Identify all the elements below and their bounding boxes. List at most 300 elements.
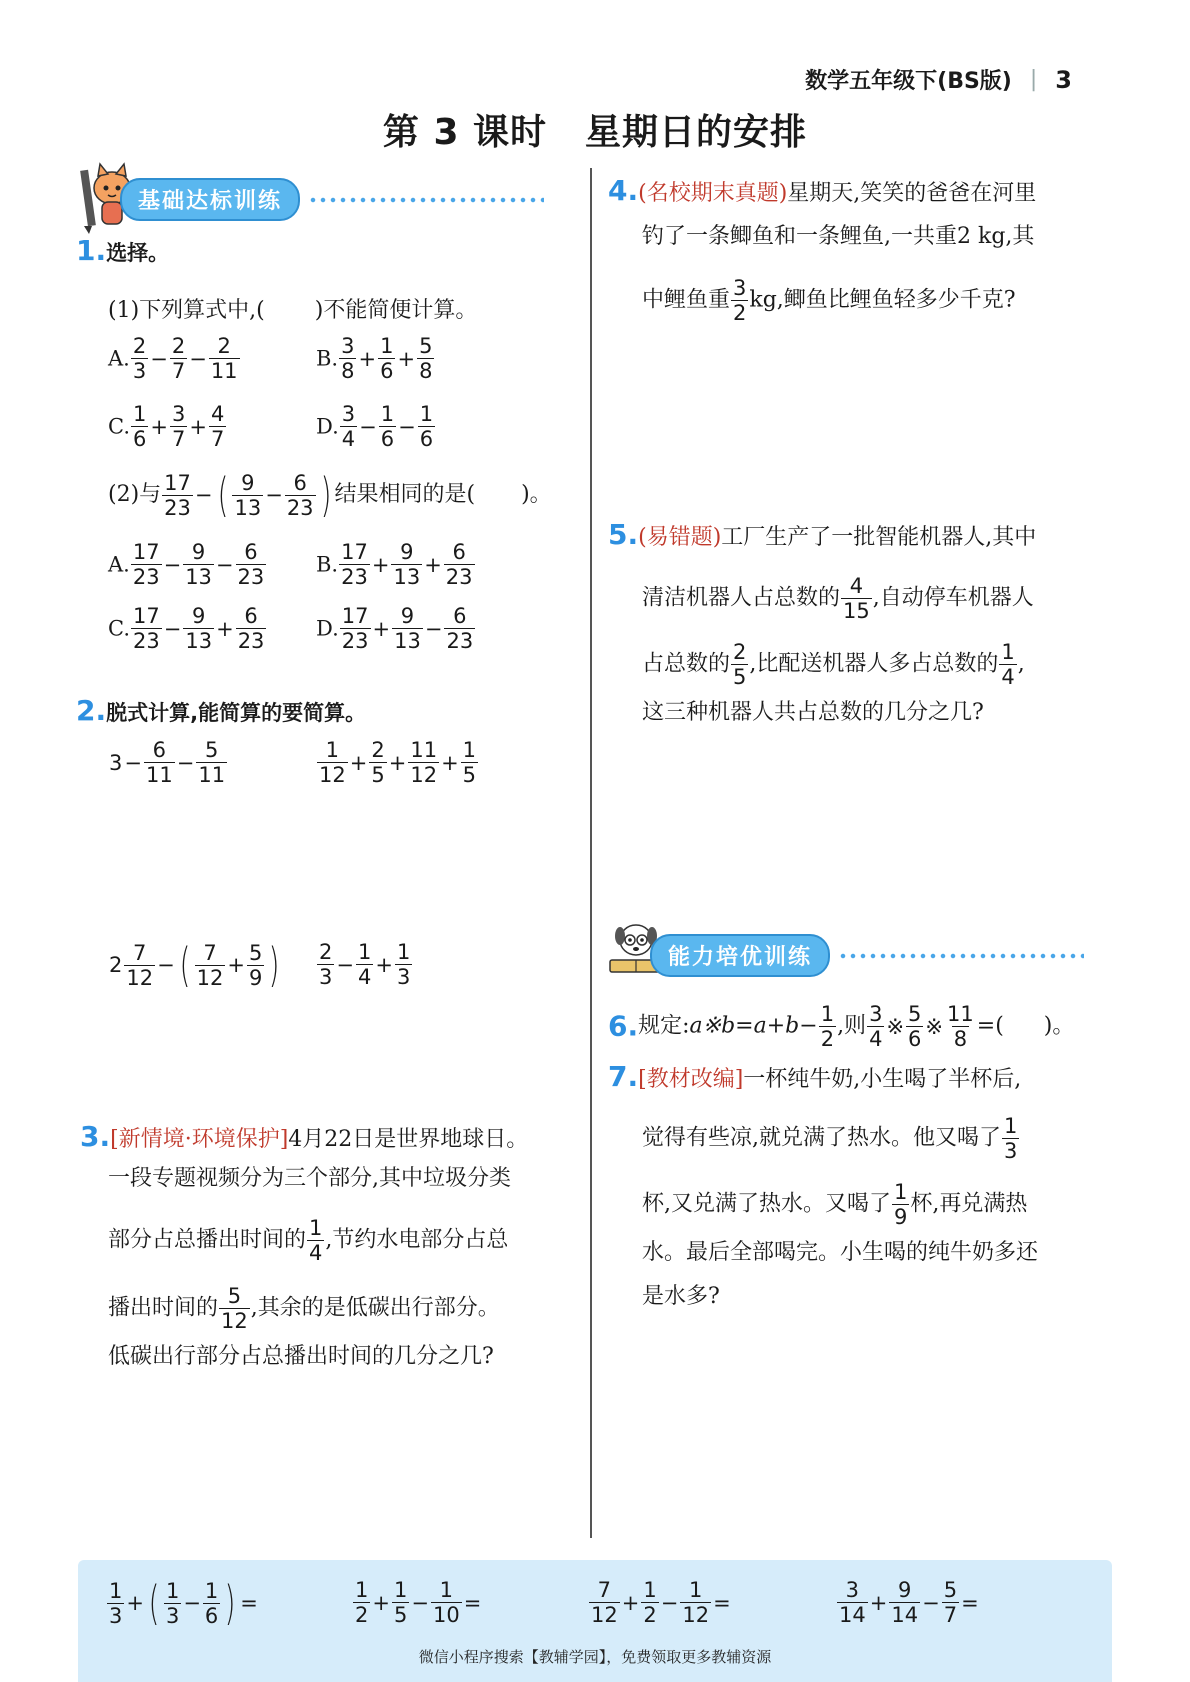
q7-text-3b: 杯,再兑满热 <box>910 1191 1028 1217</box>
operator: + <box>397 346 416 371</box>
numerator: 1 <box>396 940 411 964</box>
q3-line-1 <box>80 1122 528 1155</box>
denominator: 12 <box>319 763 346 787</box>
right-paren: ) <box>320 468 331 522</box>
q7-line-1 <box>608 1062 1021 1095</box>
q1-p2-stem-a: (2)与 <box>108 482 162 507</box>
q6-text-d: )。 <box>1043 1013 1075 1039</box>
numerator: 1 <box>643 1578 657 1602</box>
q5-line-2 <box>642 574 1034 623</box>
q1-p2-option-c[interactable] <box>108 604 267 653</box>
q4-line-2: 钓了一条鲫鱼和一条鲤鱼,一共重2 kg,其 <box>642 224 1035 249</box>
numerator: 2 <box>217 334 231 358</box>
numerator: 4 <box>210 402 225 426</box>
denominator: 9 <box>249 965 263 990</box>
fraction <box>170 402 187 451</box>
q3-text-3b: ,节约水电部分占总 <box>325 1227 509 1253</box>
fraction <box>285 471 316 520</box>
q3-text-1: 4月22日是世界地球日。 <box>288 1127 529 1152</box>
q2-expression-1 <box>108 738 228 787</box>
q7-line-2 <box>642 1114 1020 1163</box>
fraction <box>317 940 334 989</box>
operator: = <box>463 1590 482 1615</box>
fraction <box>209 402 226 451</box>
fraction <box>339 540 370 589</box>
denominator: 23 <box>164 495 191 520</box>
footer-expression-3 <box>588 1578 732 1627</box>
fraction <box>164 1579 181 1628</box>
q1-title: 选择。 <box>106 241 170 265</box>
q1-p1-stem-b: )不能简便计算。 <box>314 298 478 323</box>
denominator: 4 <box>341 427 356 451</box>
q7-text-3a: 杯,又兑满了热水。又喝了 <box>642 1191 891 1217</box>
numerator: 2 <box>132 334 147 358</box>
numerator: 1 <box>357 940 372 964</box>
denominator: 3 <box>319 965 333 989</box>
operator: + <box>371 552 390 577</box>
fraction <box>589 1578 620 1627</box>
footer-note: 微信小程序搜索【教辅学园】，免费领取更多教辅资源 <box>418 1648 772 1666</box>
denominator: 12 <box>126 965 154 990</box>
q3-number: 3. <box>80 1120 111 1153</box>
numerator: 3 <box>171 402 186 426</box>
denominator: 3 <box>1004 1139 1018 1163</box>
q4-tag: (名校期末真题) <box>638 181 788 206</box>
denominator: 3 <box>109 1603 123 1628</box>
operator: + <box>372 616 391 641</box>
denominator: 8 <box>419 359 433 383</box>
numerator: 1 <box>393 1578 408 1602</box>
denominator: 4 <box>357 965 372 989</box>
operator: + <box>372 1590 390 1615</box>
q2-heading <box>76 696 366 729</box>
whole-number: 2 <box>109 953 123 977</box>
denominator: 23 <box>237 629 265 653</box>
numerator: 17 <box>341 540 368 564</box>
operator: − <box>183 1591 201 1615</box>
operator: − <box>359 414 377 439</box>
q1-p1-option-c[interactable] <box>108 402 227 451</box>
q1-p2-option-b[interactable] <box>316 540 476 589</box>
q1-p1-option-a[interactable] <box>108 334 241 383</box>
operator: ※ <box>925 1014 944 1039</box>
denominator: 5 <box>393 1603 408 1627</box>
operator: − <box>150 346 168 371</box>
denominator: 3 <box>165 1603 180 1628</box>
fraction <box>131 604 162 653</box>
numerator: 1 <box>109 1578 123 1603</box>
q5-text-1: 工厂生产了一批智能机器人,其中 <box>721 525 1037 550</box>
option-label: A. <box>108 346 130 371</box>
numerator: 5 <box>943 1578 958 1602</box>
numerator: 9 <box>241 470 255 495</box>
fraction <box>340 604 371 653</box>
fraction <box>339 334 356 383</box>
q1-heading <box>76 236 169 269</box>
numerator: 17 <box>133 604 160 628</box>
fraction <box>162 471 193 520</box>
operator: = <box>240 1591 258 1615</box>
q3-line-2: 一段专题视频分为三个部分,其中垃圾分类 <box>108 1166 511 1191</box>
q7-line-4: 水。最后全部喝完。小生喝的纯牛奶多还 <box>642 1240 1039 1265</box>
denominator: 23 <box>341 629 369 653</box>
q5-text-2b: ,自动停车机器人 <box>872 585 1034 611</box>
denominator: 9 <box>894 1205 908 1229</box>
denominator: 13 <box>185 565 212 589</box>
denominator: 13 <box>185 629 213 653</box>
operator: + <box>621 1590 640 1615</box>
fraction <box>392 1578 409 1627</box>
denominator: 3 <box>396 965 411 989</box>
q1-p2-option-d[interactable] <box>316 604 476 653</box>
denominator: 23 <box>237 565 265 589</box>
numerator: 6 <box>453 604 467 628</box>
numerator: 3 <box>733 276 747 300</box>
fraction <box>837 1578 868 1627</box>
denominator: 15 <box>843 599 870 623</box>
operator: + <box>388 750 407 775</box>
numerator: 1 <box>309 1216 323 1240</box>
denominator: 13 <box>394 629 421 653</box>
numerator: 3 <box>869 1002 883 1026</box>
numerator: 5 <box>227 1284 242 1308</box>
denominator: 10 <box>432 1603 460 1627</box>
fraction <box>340 402 357 451</box>
q5-line-4: 这三种机器人共占总数的几分之几? <box>642 700 984 725</box>
operator: + <box>869 1590 888 1615</box>
numerator: 2 <box>319 940 333 964</box>
fraction <box>203 1579 220 1628</box>
basic-training-banner <box>120 178 544 221</box>
numerator: 5 <box>908 1002 922 1026</box>
right-paren: ) <box>268 938 280 992</box>
numerator: 6 <box>244 540 258 564</box>
numerator: 1 <box>133 402 147 426</box>
denominator: 14 <box>839 1603 866 1627</box>
basic-training-label: 基础达标训练 <box>120 178 300 221</box>
q5-line-3 <box>642 640 1025 689</box>
q5-tag: (易错题) <box>638 525 722 550</box>
q1-part1-stem <box>108 296 477 326</box>
numerator: 4 <box>849 574 864 598</box>
operator: − <box>163 552 182 577</box>
q6-text-a: 规定: <box>638 1013 690 1039</box>
operator: + <box>189 414 207 439</box>
denominator: 7 <box>210 427 225 451</box>
q3-text-4a: 播出时间的 <box>108 1295 219 1321</box>
denominator: 6 <box>133 427 147 451</box>
fraction <box>307 1216 324 1265</box>
fraction <box>131 402 148 451</box>
fraction <box>317 738 348 787</box>
q6-expression <box>866 1002 977 1051</box>
fraction <box>131 334 148 383</box>
denominator: 2 <box>355 1603 369 1627</box>
q7-line-5: 是水多? <box>642 1284 720 1309</box>
denominator: 4 <box>1001 665 1015 689</box>
whole-number: 3 <box>109 750 123 775</box>
option-label: C. <box>108 414 130 439</box>
q7-text-1: 一杯纯牛奶,小生喝了半杯后, <box>743 1067 1022 1092</box>
fraction <box>170 334 187 383</box>
q2-expression-2 <box>316 738 479 787</box>
numerator: 1 <box>462 738 477 762</box>
column-divider <box>590 168 592 1538</box>
numerator: 11 <box>410 738 438 762</box>
q6-line <box>608 1002 1074 1051</box>
operator: = <box>961 1590 979 1615</box>
denominator: 4 <box>309 1241 323 1265</box>
q3-line-3 <box>108 1216 508 1265</box>
q6-rule: a※b=a+b− <box>689 1013 818 1039</box>
fraction <box>841 574 872 623</box>
denominator: 5 <box>371 763 385 787</box>
q2-title: 脱式计算,能简算的要简算。 <box>106 701 367 725</box>
q7-line-3 <box>642 1180 1027 1229</box>
numerator: 17 <box>132 540 160 564</box>
header-separator: | <box>1029 67 1038 92</box>
numerator: 6 <box>152 738 167 762</box>
denominator: 6 <box>204 1603 219 1628</box>
denominator: 13 <box>393 565 421 589</box>
fraction <box>131 540 162 589</box>
q5-text-3a: 占总数的 <box>642 651 731 677</box>
denominator: 13 <box>234 495 262 520</box>
numerator: 17 <box>164 470 191 495</box>
left-paren: ( <box>179 938 191 992</box>
q1-p2-expression <box>161 468 334 522</box>
fraction <box>418 402 435 451</box>
q3-line-4 <box>108 1284 500 1333</box>
footer-expression-4 <box>836 1578 980 1627</box>
denominator: 12 <box>410 763 438 787</box>
denominator: 23 <box>341 565 368 589</box>
fraction <box>417 334 434 383</box>
fraction <box>892 1180 909 1229</box>
q4-line-3 <box>642 276 1016 325</box>
fraction <box>195 941 226 990</box>
fraction <box>889 1578 920 1627</box>
numerator: 2 <box>171 334 186 358</box>
denominator: 3 <box>132 359 147 383</box>
numerator: 5 <box>419 334 433 358</box>
fraction <box>144 738 175 787</box>
q3-text-4b: ,其余的是低碳出行部分。 <box>250 1295 500 1321</box>
numerator: 3 <box>341 334 355 358</box>
numerator: 1 <box>325 738 340 762</box>
right-paren: ) <box>224 1576 236 1630</box>
fraction <box>819 1002 836 1051</box>
operator: + <box>358 346 377 371</box>
numerator: 1 <box>380 334 394 358</box>
operator: − <box>215 552 234 577</box>
numerator: 5 <box>205 738 219 762</box>
numerator: 1 <box>439 1578 454 1602</box>
operator: + <box>424 552 442 577</box>
fraction <box>680 1578 711 1627</box>
option-label: A. <box>108 552 130 577</box>
q1-p1-option-b[interactable] <box>316 334 435 383</box>
q4-number: 4. <box>608 174 639 207</box>
fraction <box>867 1002 884 1051</box>
banner-dots <box>838 953 1084 959</box>
fraction <box>236 540 267 589</box>
denominator: 5 <box>462 763 477 787</box>
operator: + <box>227 953 246 977</box>
fraction <box>731 276 748 325</box>
q5-text-3c: , <box>1017 651 1025 677</box>
book-title: 数学五年级下(BS版) <box>805 69 1012 94</box>
operator: + <box>375 952 393 977</box>
q1-number: 1. <box>76 234 107 267</box>
operator: + <box>150 414 168 439</box>
operator: − <box>124 750 142 775</box>
numerator: 1 <box>1004 1114 1018 1138</box>
numerator: 9 <box>192 604 206 628</box>
fraction <box>378 334 395 383</box>
denominator: 2 <box>733 301 747 325</box>
numerator: 9 <box>191 540 206 564</box>
fraction <box>219 1284 250 1333</box>
lesson-title <box>0 104 1190 155</box>
operator: = <box>713 1590 731 1615</box>
numerator: 1 <box>165 1578 180 1603</box>
fraction <box>209 334 240 383</box>
q1-p2-option-a[interactable] <box>108 540 267 589</box>
q2-number: 2. <box>76 694 107 727</box>
page-number: 3 <box>1055 65 1072 94</box>
numerator: 11 <box>947 1002 974 1026</box>
denominator: 23 <box>446 629 474 653</box>
denominator: 12 <box>221 1309 248 1333</box>
numerator: 9 <box>898 1578 912 1602</box>
denominator: 6 <box>380 359 394 383</box>
fraction <box>461 738 478 787</box>
numerator: 1 <box>419 402 434 426</box>
fraction <box>232 471 263 520</box>
fraction <box>431 1578 462 1627</box>
fraction <box>444 540 475 589</box>
advanced-training-banner <box>650 934 1084 977</box>
denominator: 8 <box>341 359 355 383</box>
q4-text-3b: kg,鲫鱼比鲤鱼轻多少千克? <box>749 287 1016 313</box>
q2-expression-3 <box>108 940 283 990</box>
numerator: 2 <box>733 640 747 664</box>
operator: − <box>176 750 195 775</box>
numerator: 1 <box>380 402 395 426</box>
fraction <box>353 1578 370 1627</box>
numerator: 1 <box>820 1002 835 1026</box>
operator: + <box>216 616 234 641</box>
q2-expression-4 <box>316 940 413 989</box>
denominator: 6 <box>419 427 434 451</box>
numerator: 2 <box>371 738 385 762</box>
denominator: 4 <box>869 1027 883 1051</box>
denominator: 23 <box>132 565 160 589</box>
denominator: 5 <box>733 665 747 689</box>
operator: + <box>126 1591 144 1615</box>
fraction <box>183 604 214 653</box>
numerator: 6 <box>244 604 258 628</box>
option-label: D. <box>316 414 339 439</box>
denominator: 8 <box>953 1027 968 1051</box>
numerator: 17 <box>341 604 369 628</box>
numerator: 5 <box>249 940 263 965</box>
banner-dots <box>308 197 544 203</box>
fraction <box>1002 1114 1019 1163</box>
operator: + <box>349 750 368 775</box>
numerator: 1 <box>689 1578 703 1602</box>
q5-line-1 <box>608 520 1036 553</box>
denominator: 2 <box>820 1027 835 1051</box>
operator: − <box>398 414 416 439</box>
advanced-training-label: 能力培优训练 <box>650 934 830 977</box>
q6-text-b: ,则 <box>837 1013 867 1039</box>
q4-text-3a: 中鲤鱼重 <box>642 287 731 313</box>
left-paren: ( <box>148 1576 160 1630</box>
denominator: 7 <box>171 427 186 451</box>
q1-p1-option-d[interactable] <box>316 402 436 451</box>
numerator: 1 <box>1001 640 1015 664</box>
numerator: 7 <box>133 940 147 965</box>
numerator: 6 <box>293 470 307 495</box>
fraction <box>945 1002 976 1051</box>
operator: ※ <box>886 1014 905 1039</box>
option-label: D. <box>316 616 339 641</box>
operator: − <box>660 1590 679 1615</box>
denominator: 7 <box>943 1603 958 1627</box>
denominator: 23 <box>286 495 314 520</box>
fraction <box>356 940 373 989</box>
option-label: B. <box>316 346 339 371</box>
fraction <box>379 402 396 451</box>
q3-line-5: 低碳出行部分占总播出时间的几分之几? <box>108 1344 494 1369</box>
fraction <box>731 640 748 689</box>
lesson-name: 星期日的安排 <box>585 112 808 153</box>
q1-p2-stem-c: )。 <box>521 482 552 507</box>
fraction <box>942 1578 959 1627</box>
denominator: 11 <box>198 763 226 787</box>
q7-text-2a: 觉得有些凉,就兑满了热水。他又喝了 <box>642 1125 1001 1151</box>
q1-p2-stem-b: 结果相同的是( <box>334 482 476 507</box>
fraction <box>183 540 214 589</box>
numerator: 1 <box>894 1180 908 1204</box>
numerator: 9 <box>400 604 415 628</box>
operator: − <box>411 1590 429 1615</box>
numerator: 7 <box>203 940 217 965</box>
q5-text-2a: 清洁机器人占总数的 <box>642 585 841 611</box>
denominator: 14 <box>891 1603 919 1627</box>
denominator: 2 <box>643 1603 657 1627</box>
numerator: 7 <box>597 1578 612 1602</box>
operator: − <box>424 616 443 641</box>
fraction <box>247 941 264 990</box>
q4-text-1: 星期天,笑笑的爸爸在河里 <box>787 181 1037 206</box>
fraction <box>444 604 475 653</box>
fraction <box>906 1002 923 1051</box>
operator: − <box>163 616 182 641</box>
fraction <box>124 941 155 990</box>
operator: − <box>194 483 213 507</box>
fraction <box>641 1578 658 1627</box>
numerator: 9 <box>400 540 414 564</box>
operator: + <box>441 750 459 775</box>
denominator: 11 <box>210 359 238 383</box>
q7-number: 7. <box>608 1060 639 1093</box>
operator: − <box>157 953 175 977</box>
numerator: 6 <box>452 540 466 564</box>
fraction <box>107 1579 124 1628</box>
